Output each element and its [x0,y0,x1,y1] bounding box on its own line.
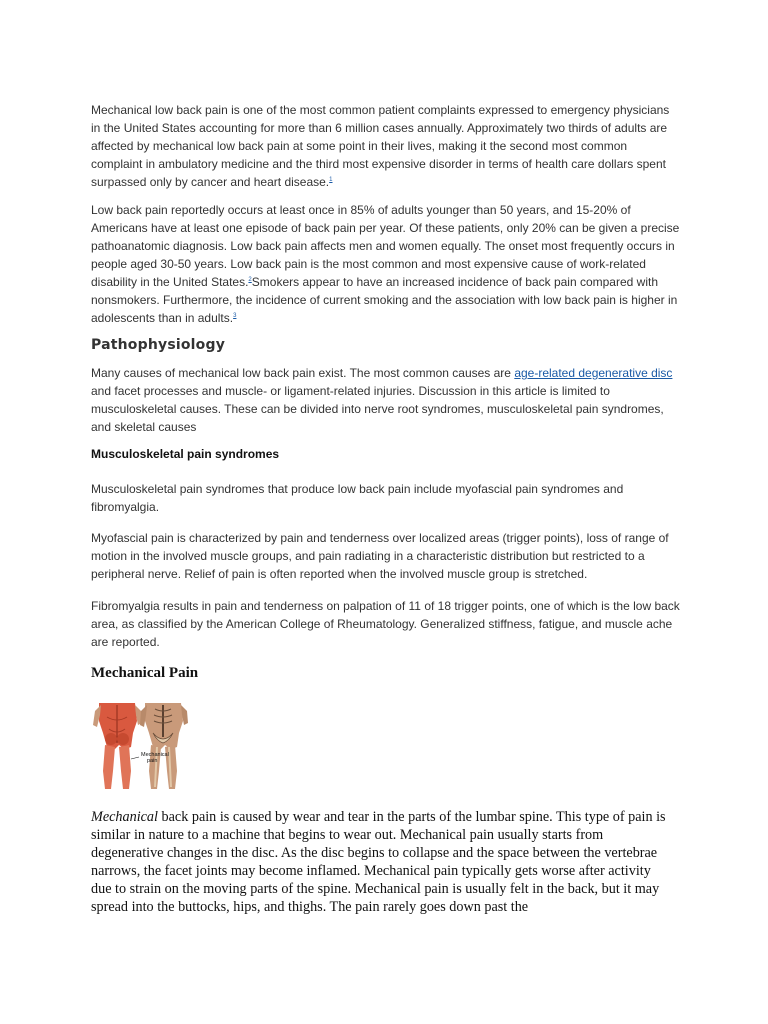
left-figure-muscles [93,703,142,789]
reference-link-2[interactable]: 2 [248,277,252,283]
fibromyalgia-paragraph: Fibromyalgia results in pain and tenderness on palpation of 11 of 18 trigger points, one of which is the low back area, as classified by the American College of Rheumatology. Generalized stiffness, fatigue, and muscle ache are reported. [91,599,680,649]
mechanical-pain-paragraph [91,809,671,916]
epidemiology-paragraph [91,201,681,327]
myofascial-paragraph: Myofascial pain is characterized by pain and tenderness over localized areas (trigger points), loss of range of motion in the involved muscle groups, and pain radiating in a characteristic distribution but restricted to a peripheral nerve. Relief of pain is often reported when the involved muscle group is stretched. [91,531,669,581]
reference-link-3[interactable]: 3 [233,313,237,319]
epidemiology-text-part1: Low back pain reportedly occurs at least once in 85% of adults younger than 50 years, and 15-20% of Americans have at least one episode of back pain per year. Of these patients, only 20% can be given a precise pathoanatomic diagnosis. Low back pain affects men and women equally. The onset most frequently occurs in people aged 30-50 years. Low back pain is the most common and most expensive cause of work-related disability in the United States. [91,203,680,289]
back-anatomy-figure [91,699,189,793]
epidemiology-text-part2: Smokers appear to have an increased incidence of back pain compared with nonsmokers. Furthermore, the incidence of current smoking and the association with low back pain is higher in adolescents than in adults. [91,275,678,325]
intro-paragraph-text: Mechanical low back pain is one of the most common patient complaints expressed to emergency physicians in the United States accounting for more than 6 million cases annually. Approximately two thirds of adults are affected by mechanical low back pain at some point in their lives, making it the second most common complaint in ambulatory medicine and the third most expensive disorder in terms of health care dollars spent surpassed only by cancer and heart disease. [91,103,670,189]
reference-link-1[interactable]: 1 [329,177,333,183]
pathophysiology-paragraph [91,364,681,436]
pathophysiology-heading: Pathophysiology [91,337,226,353]
figure-label-leader-line [131,757,139,759]
mechanical-pain-text: back pain is caused by wear and tear in the parts of the lumbar spine. This type of pain is similar in nature to a machine that begins to wear out. Mechanical pain usually starts from degenerative changes in the disc. As the disc begins to collapse and the space between the vertebrae narrows, the facet joints may become inflamed. Mechanical pain typically gets worse after activity due to strain on the moving parts of the spine. Mechanical pain is usually felt in the back, but it may spread into the buttocks, hips, and thighs. The pain rarely goes down past the [91,809,666,915]
right-figure-skeleton [140,703,188,789]
pathophysiology-text-after-link: and facet processes and muscle- or ligament-related injuries. Discussion in this article is limited to musculoskeletal causes. These can be divided into nerve root syndromes, musculoskeletal pain syndromes, and skeletal causes [91,384,664,434]
pathophysiology-text-before-link: Many causes of mechanical low back pain exist. The most common causes are [91,366,515,380]
musculoskeletal-heading: Musculoskeletal pain syndromes [91,447,280,461]
mechanical-italic-word: Mechanical [91,809,158,825]
musculoskeletal-paragraph: Musculoskeletal pain syndromes that produce low back pain include myofascial pain syndromes and fibromyalgia. [91,482,624,514]
figure-label-line2: pain [147,758,158,764]
degenerative-disc-link[interactable]: age-related degenerative disc [514,366,673,380]
anatomy-illustration-icon [91,699,189,793]
figure-label-line1: Mechanical [141,752,169,758]
mechanical-pain-heading: Mechanical Pain [91,665,199,681]
intro-paragraph [91,101,681,191]
